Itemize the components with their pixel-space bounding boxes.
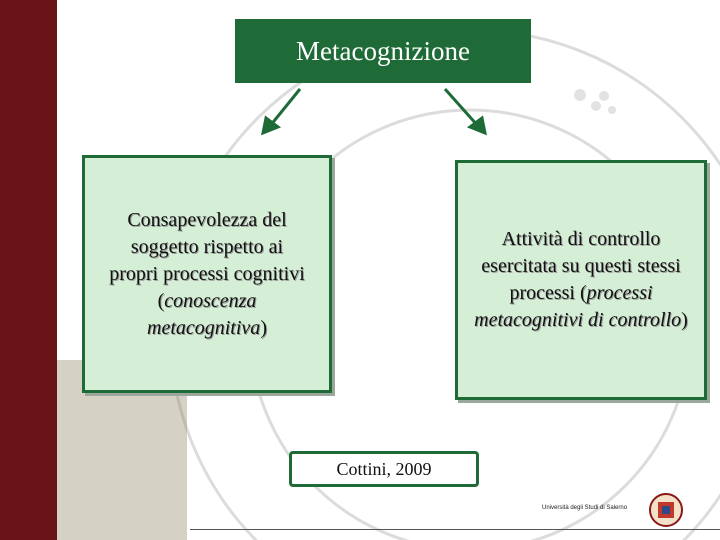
left-line-1: Consapevolezza del <box>127 208 287 231</box>
footer-rule <box>190 529 720 530</box>
left-italic-1: conoscenza <box>164 289 257 312</box>
university-seal-icon <box>648 492 684 528</box>
left-line-4 <box>158 288 257 315</box>
right-line3-prefix: processi ( <box>509 282 587 304</box>
left-line-5 <box>147 315 267 342</box>
right-line-1: Attività di controllo <box>501 228 661 250</box>
left-paren-close: ) <box>260 316 267 339</box>
citation-box: Cottini, 2009 <box>289 451 479 487</box>
university-name: Università degli Studi di Salerno <box>542 505 628 511</box>
arrow-right <box>445 89 478 126</box>
left-line-3: propri processi cognitivi <box>109 262 305 285</box>
awareness-box <box>82 155 332 393</box>
right-line-3 <box>509 280 652 307</box>
left-paren-open: ( <box>157 289 165 312</box>
control-box <box>455 160 707 400</box>
left-italic-2: metacognitiva <box>147 316 261 339</box>
diagram-title: Metacognizione <box>235 19 531 83</box>
right-paren-close: ) <box>681 309 688 331</box>
right-italic-1: processi <box>586 282 653 304</box>
right-line-4 <box>474 307 688 334</box>
left-line-2: soggetto rispetto ai <box>130 235 284 258</box>
right-line-2: esercitata su questi stessi <box>481 255 681 277</box>
right-italic-2: metacognitivi di controllo <box>474 309 682 331</box>
arrow-left <box>270 89 300 126</box>
